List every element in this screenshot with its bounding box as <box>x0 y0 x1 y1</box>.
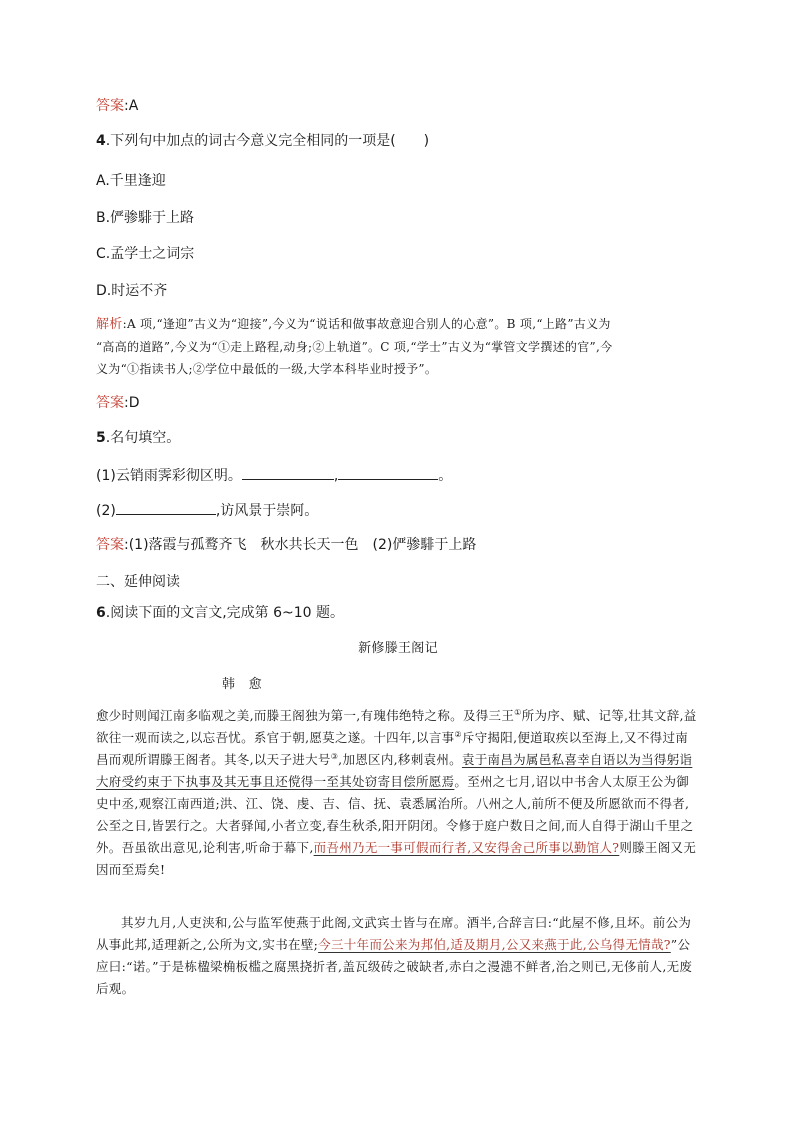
passage-title: 新修滕王阁记 <box>358 641 438 656</box>
passage-paragraph-2: 其岁九月,人吏浃和,公与监军使燕于此阁,文武宾士皆与在席。酒半,合辞言曰:“此屋不修,且坏。前公为从事此邦,适理新之,公所为文,实书在壁;今三十年而公来为邦伯,适及期月,公又来燕于此,公乌得无情哉?”公应曰:“诺。”于是栋楹梁桷板槛之腐黑挠折者,盖瓦级砖之破缺者,赤白之漫漶不鲜者,治之则已,无侈前人,无废后观。 <box>96 915 693 996</box>
q5-answer <box>96 535 700 555</box>
answer-label: 答案 <box>96 537 124 553</box>
answer-label: 答案 <box>96 395 124 411</box>
analysis-line-1: 解析:A 项,“逢迎”古义为“迎接”,今义为“说话和做事故意迎合别人的心意”。B 项,“上路”古义为 <box>96 317 611 332</box>
q4-stem <box>96 131 700 151</box>
answer-label: 答案 <box>96 98 124 114</box>
q5-stem <box>96 428 700 448</box>
q3-answer <box>96 96 700 116</box>
q4-answer <box>96 393 700 413</box>
answer-value: :(1)落霞与孤鹜齐飞 秋水共长天一色 (2)俨骖騑于上路 <box>124 537 477 553</box>
q6-stem <box>96 603 700 623</box>
question-number: 4 <box>96 133 106 149</box>
fill-blank[interactable] <box>116 500 216 515</box>
q4-option-b: B.俨骖騑于上路 <box>96 210 195 226</box>
analysis-line-2: “高高的道路”,今义为“①走上路程,动身;②上轨道”。C 项,“学士”古义为“掌管文学撰述的官”,今 <box>96 340 613 354</box>
answer-value: :D <box>124 395 140 411</box>
passage-author: 韩 愈 <box>222 677 262 692</box>
q4-analysis <box>96 313 700 380</box>
question-number: 5 <box>96 430 106 446</box>
question-text: .阅读下面的文言文,完成第 6~10 题。 <box>105 605 345 621</box>
q5-item-2: (2) ,访风景于崇阿。 <box>96 500 700 521</box>
q4-option-c: C.孟学士之词宗 <box>96 246 195 262</box>
analysis-line-3: 义为“①指读书人;②学位中最低的一级,大学本科毕业时授予”。 <box>96 362 438 376</box>
underlined-sentence: 而吾州乃无一事可假而行者,又安得舍己所事以勤馆人? <box>313 840 620 855</box>
underlined-sentence: 袁于南昌为属邑私喜幸自语以为当得躬诣大府受约束于下执事及其无事且还傥得一至其处窃寄目偿所愿焉 <box>96 752 693 789</box>
question-text: .下列句中加点的词古今意义完全相同的一项是( ) <box>105 133 430 149</box>
answer-value: :A <box>124 98 139 114</box>
fill-blank[interactable] <box>242 465 334 480</box>
question-text: .名句填空。 <box>105 430 181 446</box>
q4-option-d: D.时运不齐 <box>96 283 168 299</box>
underlined-sentence: 今三十年而公来为邦伯,适及期月,公又来燕于此,公乌得无情哉? <box>318 937 671 952</box>
fill-blank[interactable] <box>338 465 438 480</box>
analysis-label: 解析 <box>96 317 123 332</box>
question-number: 6 <box>96 605 106 621</box>
q4-option-a: A.千里逢迎 <box>96 173 166 189</box>
section-heading: 二、延伸阅读 <box>96 574 180 590</box>
passage-paragraph-1: 愈少时则闻江南多临观之美,而滕王阁独为第一,有瑰伟绝特之称。及得三王①所为序、赋、记等,壮其文辞,益欲往一观而读之,以忘吾忧。系官于朝,愿莫之遂。十四年,以言事②斥守揭阳,便道取疾以至海上,又不得过南昌而观所谓滕王阁者。其冬,以天子进大号③,加恩区内,移刺袁州。袁于南昌为属邑私喜幸自语以为当得躬诣大府受约束于下执事及其无事且还傥得一至其处窃寄目偿所愿焉。至州之七月,诏以中书舍人太原王公为御史中丞,观察江南西道;洪、江、饶、虔、吉、信、抚、袁悉属治所。八州之人,前所不便及所愿欲而不得者,公至之日,皆罢行之。大者驿闻,小者立变,春生秋杀,阳开阴闭。令修于庭户数日之间,而人自得于湖山千里之外。吾虽欲出意见,论利害,听命于幕下,而吾州乃无一事可假而行者,又安得舍己所事以勤馆人?则滕王阁又无因而至焉矣! <box>96 707 697 877</box>
q5-item-1: (1)云销雨霁彩彻区明。 , 。 <box>96 465 700 486</box>
